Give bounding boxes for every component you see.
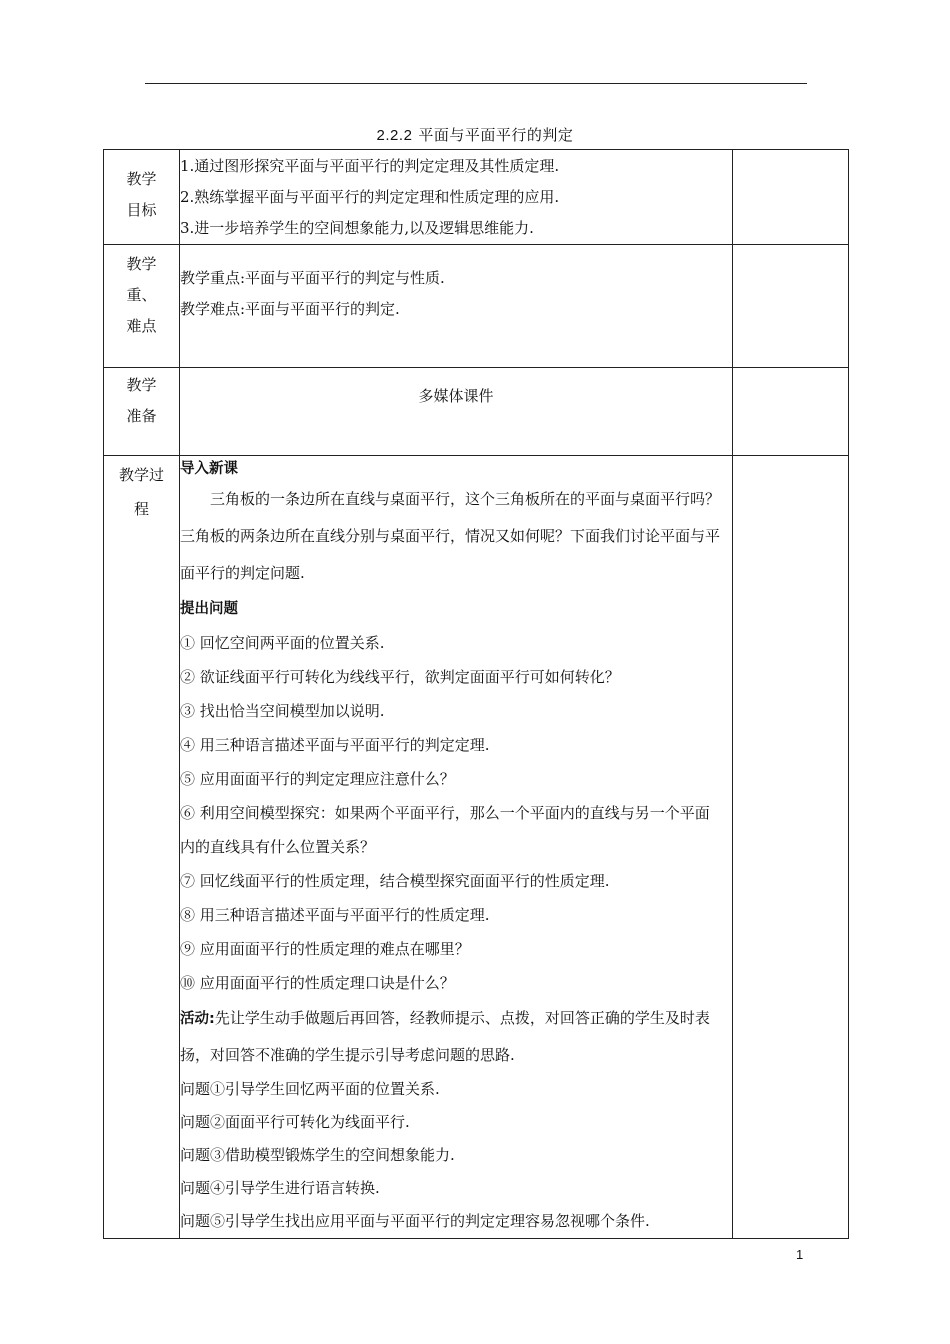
guide-item: 问题④引导学生进行语言转换. <box>180 1179 380 1197</box>
notes-cell <box>733 368 849 456</box>
label-line: 教学 <box>126 376 157 394</box>
row-key-points <box>104 245 849 368</box>
label-line: 程 <box>133 500 149 518</box>
goal-item: 1.通过图形探究平面与平面平行的判定定理及其性质定理. <box>180 157 560 175</box>
notes-cell <box>733 150 849 245</box>
guide-item: 问题③借助模型锻炼学生的空间想象能力. <box>180 1146 455 1164</box>
notes-cell <box>733 456 849 1239</box>
label-line: 重、 <box>126 286 157 304</box>
goal-item: 3.进一步培养学生的空间想象能力,以及逻辑思维能力. <box>180 219 534 237</box>
row-label <box>104 456 180 1239</box>
notes-cell <box>733 245 849 368</box>
question-item: ③ 找出恰当空间模型加以说明. <box>180 702 385 720</box>
question-item: ⑦ 回忆线面平行的性质定理，结合模型探究面面平行的性质定理. <box>180 872 610 890</box>
key-point: 教学重点:平面与平面平行的判定与性质. <box>180 269 445 287</box>
section-heading-intro: 导入新课 <box>180 461 238 477</box>
question-item: ⑧ 用三种语言描述平面与平面平行的性质定理. <box>180 906 490 924</box>
label-line: 难点 <box>126 317 157 335</box>
label-line: 准备 <box>126 407 157 425</box>
row-label <box>104 150 180 245</box>
lesson-plan-table <box>103 149 849 1239</box>
page-number: 1 <box>796 1247 804 1262</box>
row-label <box>104 245 180 368</box>
row-content <box>180 150 733 245</box>
guide-item: 问题②面面平行可转化为线面平行. <box>180 1113 410 1131</box>
label-line: 教学 <box>126 255 157 273</box>
question-item: ② 欲证线面平行可转化为线线平行，欲判定面面平行可如何转化？ <box>180 668 620 686</box>
header-rule <box>145 83 807 84</box>
row-content <box>180 245 733 368</box>
label-line: 教学过 <box>118 466 164 484</box>
goal-item: 2.熟练掌握平面与平面平行的判定定理和性质定理的应用. <box>180 188 560 206</box>
section-heading-questions: 提出问题 <box>180 601 238 617</box>
row-teaching-process <box>104 456 849 1239</box>
row-content <box>180 456 733 1239</box>
title-number: 2.2.2 <box>376 127 413 144</box>
question-item: ④ 用三种语言描述平面与平面平行的判定定理. <box>180 736 490 754</box>
question-item: ① 回忆空间两平面的位置关系. <box>180 634 385 652</box>
activity-paragraph <box>180 1000 724 1073</box>
row-content: 多媒体课件 <box>180 368 733 456</box>
guide-item: 问题⑤引导学生找出应用平面与平面平行的判定定理容易忽视哪个条件. <box>180 1212 650 1230</box>
question-item: ⑥ 利用空间模型探究：如果两个平面平行，那么一个平面内的直线与另一个平面内的直线具有什么位置关系？ <box>180 804 710 856</box>
difficult-point: 教学难点:平面与平面平行的判定. <box>180 300 400 318</box>
activity-label: 活动: <box>180 1011 215 1027</box>
question-item: ⑩ 应用面面平行的性质定理口诀是什么？ <box>180 974 455 992</box>
label-line: 目标 <box>126 201 157 219</box>
question-item: ⑤ 应用面面平行的判定定理应注意什么？ <box>180 770 455 788</box>
row-teaching-goals <box>104 150 849 245</box>
document-title <box>0 124 950 145</box>
label-line: 教学 <box>126 170 157 188</box>
row-label <box>104 368 180 456</box>
activity-text: 先让学生动手做题后再回答，经教师提示、点拨，对回答正确的学生及时表扬，对回答不准确的学生提示引导考虑问题的思路. <box>180 1009 710 1064</box>
row-preparation <box>104 368 849 456</box>
guide-item: 问题①引导学生回忆两平面的位置关系. <box>180 1080 440 1098</box>
question-item: ⑨ 应用面面平行的性质定理的难点在哪里？ <box>180 940 470 958</box>
title-text: 平面与平面平行的判定 <box>418 126 574 144</box>
intro-paragraph: 三角板的一条边所在直线与桌面平行，这个三角板所在的平面与桌面平行吗？三角板的两条边所在直线分别与桌面平行，情况又如何呢？下面我们讨论平面与平面平行的判定问题. <box>180 490 721 582</box>
